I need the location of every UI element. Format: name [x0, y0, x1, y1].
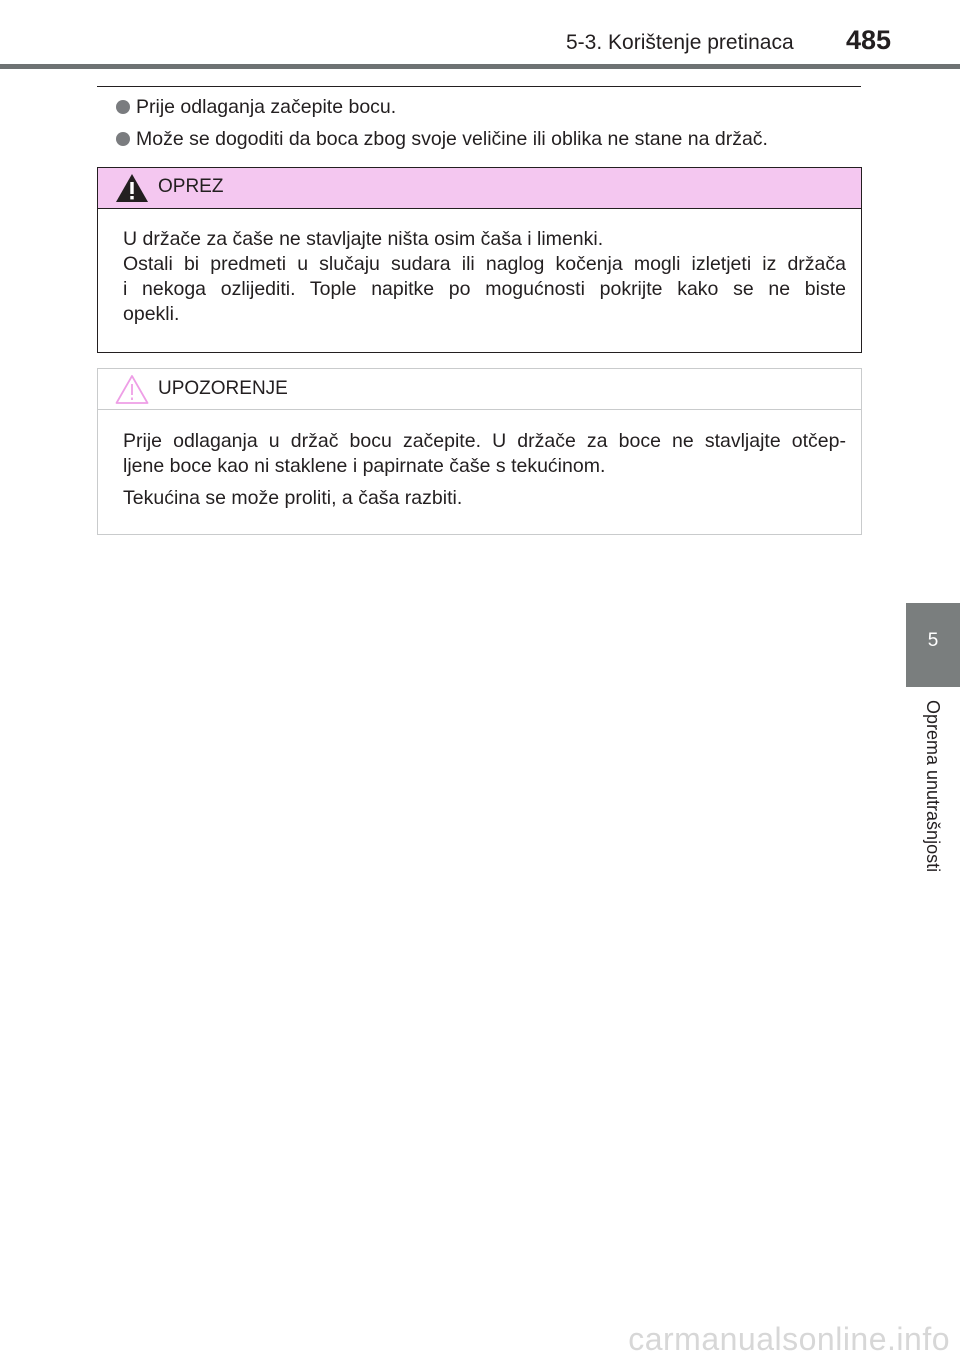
caution-line: Ostali bi predmeti u slučaju sudara ili naglog kočenja mogli izletjeti iz držača	[123, 253, 846, 275]
notice-box	[97, 368, 862, 535]
bullet-icon	[116, 132, 130, 146]
caution-line: opekli.	[123, 303, 180, 325]
caution-text	[123, 227, 846, 327]
warning-outline-icon	[114, 373, 150, 405]
notice-title: UPOZORENJE	[158, 378, 288, 399]
notice-line: ljene boce kao ni staklene i papirnate čaše s tekućinom.	[123, 455, 606, 477]
notice-paragraph: Tekućina se može proliti, a čaša razbiti.	[123, 487, 463, 509]
list-item	[116, 126, 861, 152]
caution-title: OPREZ	[158, 176, 224, 197]
caution-box	[97, 167, 862, 353]
chapter-title: Oprema unutrašnjosti	[923, 700, 943, 873]
caution-line: U držače za čaše ne stavljajte ništa osim čaša i limenki.	[123, 228, 604, 250]
bullet-icon	[116, 100, 130, 114]
section-title: 5-3. Korištenje pretinaca	[566, 31, 794, 54]
notice-text	[123, 429, 846, 511]
page-number: 485	[846, 25, 892, 55]
header-rule	[0, 64, 960, 69]
content-top-rule	[97, 86, 861, 87]
bullet-text: Može se dogoditi da boca zbog svoje veličine ili oblika ne stane na držač.	[136, 128, 768, 150]
caution-line: i nekoga ozlijediti. Tople napitke po mogućnosti pokrijte kako se ne biste	[123, 278, 846, 300]
list-item	[116, 94, 861, 120]
bullet-text: Prije odlaganja začepite bocu.	[136, 96, 397, 118]
notice-line: Prije odlaganja u držač bocu začepite. U držače za boce ne stavljajte otčep-	[123, 430, 846, 452]
bullet-list	[116, 94, 861, 158]
chapter-tab	[906, 603, 960, 687]
chapter-number: 5	[927, 630, 939, 651]
warning-triangle-icon	[114, 172, 150, 204]
watermark: carmanualsonline.info	[628, 1321, 950, 1357]
notice-header	[98, 369, 861, 410]
caution-header	[98, 168, 861, 209]
